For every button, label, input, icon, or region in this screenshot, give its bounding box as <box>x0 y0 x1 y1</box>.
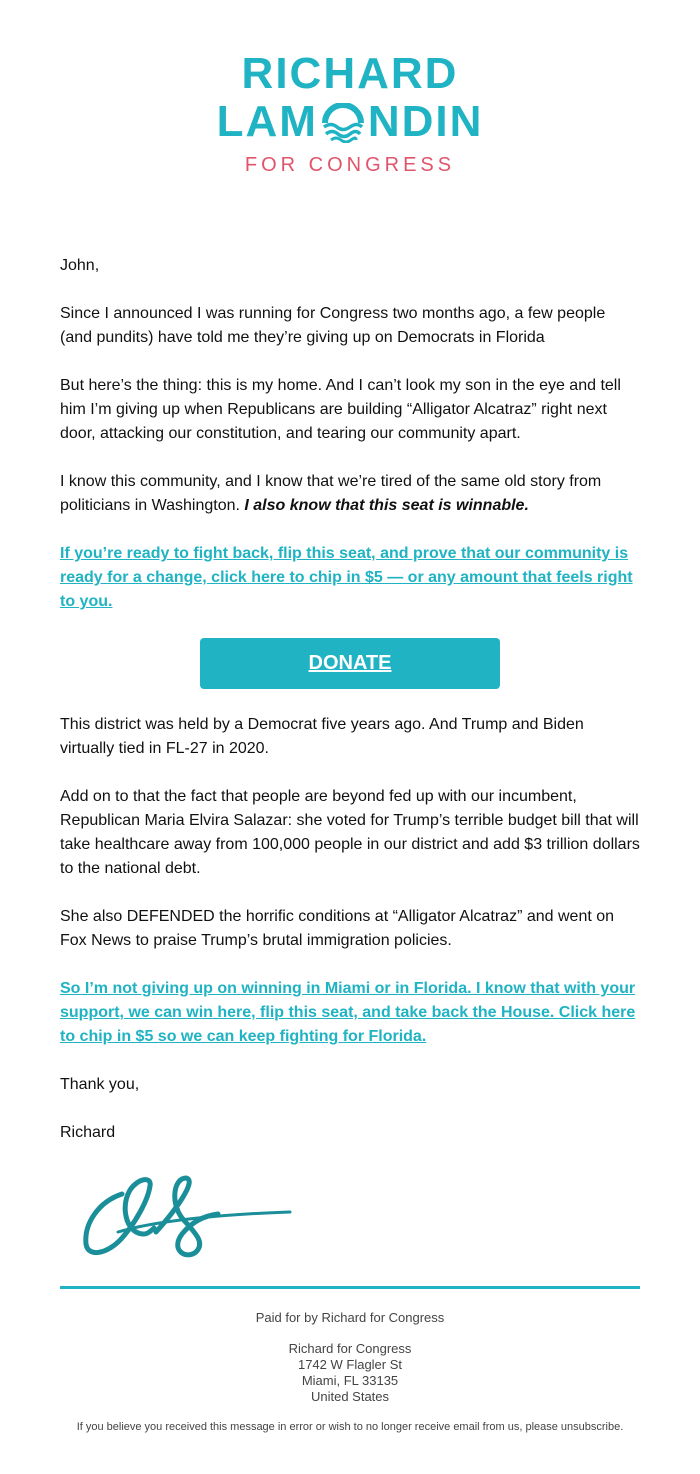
cta-paragraph-1 <box>60 542 640 614</box>
signoff: Thank you, <box>60 1076 140 1093</box>
address-street: 1742 W Flagler St <box>297 1357 403 1372</box>
donate-button-wrap <box>60 638 640 689</box>
chip-in-link-2[interactable]: So I’m not giving up on winning in Miami or in Florida. I know that with your support, we can win here, flip this seat, and take back the House. Click here to chip in $5 so we can keep fighting for Florida. <box>60 980 636 1045</box>
logo-last-name-part1: LAM <box>216 97 318 146</box>
unsubscribe-link[interactable]: unsubscribe. <box>560 1421 624 1433</box>
address-city: Miami, FL 33135 <box>301 1373 399 1388</box>
campaign-logo <box>0 49 700 177</box>
chip-in-link-1[interactable]: If you’re ready to fight back, flip this seat, and prove that our community is ready for a change, click here to chip in $5 — or any amount that feels right to you. <box>60 545 633 610</box>
unsubscribe-notice <box>60 1420 640 1434</box>
sender-name: Richard <box>60 1124 116 1141</box>
paragraph-3 <box>60 470 640 518</box>
greeting: John, <box>60 257 100 274</box>
address-country: United States <box>310 1389 390 1404</box>
paragraph-3-text: I know this community, and I know that we’re tired of the same old story from politicians in Washington. <box>60 473 602 514</box>
logo-last-name-part2: NDIN <box>367 97 484 146</box>
paragraph-1: Since I announced I was running for Congress two months ago, a few people (and pundits) have told me they’re giving up on Democrats in Florida <box>60 305 606 346</box>
email-body <box>60 254 640 1169</box>
address-org: Richard for Congress <box>288 1341 412 1356</box>
paragraph-2: But here’s the thing: this is my home. And I can’t look my son in the eye and tell him I’m giving up when Republicans are building “Alligator Alcatraz” right next door, attacking our constitution, and tearing our community apart. <box>60 377 621 442</box>
email-footer <box>60 1310 640 1449</box>
footer-divider <box>60 1286 640 1289</box>
paragraph-5: Add on to that the fact that people are beyond fed up with our incumbent, Republican Maria Elvira Salazar: she voted for Trump’s terrible budget bill that will take healthcare away from 100,000 people in our district and add $3 trillion dollars to the national debt. <box>60 788 640 877</box>
signature-icon <box>78 1172 298 1264</box>
logo-subtitle: FOR CONGRESS <box>244 154 456 176</box>
cta-paragraph-2 <box>60 977 640 1049</box>
mailing-address <box>60 1341 640 1405</box>
unsubscribe-text: If you believe you received this message in error or wish to no longer receive email from us, please <box>76 1421 561 1433</box>
logo-last-name <box>0 97 700 146</box>
paid-for-disclaimer: Paid for by Richard for Congress <box>255 1310 445 1325</box>
paragraph-4: This district was held by a Democrat five years ago. And Trump and Biden virtually tied in FL-27 in 2020. <box>60 716 584 757</box>
paragraph-6: She also DEFENDED the horrific conditions at “Alligator Alcatraz” and went on Fox News to praise Trump’s brutal immigration policies. <box>60 908 615 949</box>
donate-button[interactable]: DONATE <box>200 638 500 689</box>
wave-o-icon <box>321 103 365 143</box>
paragraph-3-emphasis: I also know that this seat is winnable. <box>244 497 529 514</box>
logo-first-name: RICHARD <box>241 49 459 98</box>
